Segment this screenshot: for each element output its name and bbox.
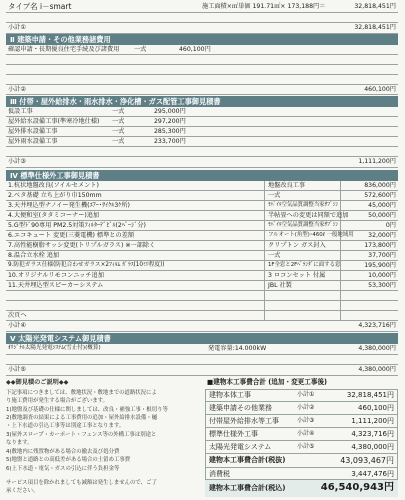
item-name: 11.天井埋込型スピーカーシステム xyxy=(8,282,104,289)
section-5-title: Ⅴ 太陽光発電システム御見積書 xyxy=(6,333,398,344)
notes-line: 承ください。 xyxy=(6,488,39,494)
next-page-label: 次頁へ xyxy=(8,312,27,319)
type-label: タイプ名 i－smart xyxy=(8,2,72,11)
notes-line: 6)上下水道・電気・ガスの引込に伴う負担金等 xyxy=(6,466,120,472)
summary-label: 付帯屋外給排水等工事 xyxy=(209,417,279,425)
summary-sub: 小計③ xyxy=(297,417,315,424)
item-amount: 32,000円 xyxy=(368,232,396,239)
item-qty: 一式 xyxy=(112,108,125,115)
section-3-title: Ⅲ 付帯・屋外給排水・雨水排水・浄化槽・ガス配管工事御見積書 xyxy=(6,96,398,107)
area-formula: 施工面積×㎡単価 191.71㎡× 173,188円＝ xyxy=(202,3,326,10)
item-amount: 572,600円 xyxy=(364,192,396,199)
summary-row xyxy=(205,389,398,402)
subtotal-5-row xyxy=(6,365,398,376)
summary-value: 32,818,451円 xyxy=(346,391,394,399)
summary-total-ex-value: 43,093,467円 xyxy=(340,456,394,465)
summary-tax-value: 3,447,476円 xyxy=(351,470,394,478)
section-3-blank xyxy=(6,147,398,157)
item-desc: 一式 xyxy=(268,252,281,259)
subtotal-1-value: 32,818,451円 xyxy=(354,24,396,31)
section-4-blank xyxy=(6,301,398,311)
summary-label: 標準仕様外工事 xyxy=(209,430,258,438)
item-qty: 一式 xyxy=(112,118,125,125)
section-3-item xyxy=(6,127,398,137)
subtotal-3-row xyxy=(6,157,398,168)
item-amount: 297,200円 xyxy=(154,118,186,125)
summary-value: 1,111,200円 xyxy=(351,417,394,425)
item-name: ｵﾘｼﾞﾅﾙ太陽光発電ｼｽﾃﾑ(雪止付)(概算) xyxy=(8,345,101,351)
item-qty: 一式 xyxy=(112,138,125,145)
summary-row xyxy=(205,402,398,415)
notes-line: 4)敷地内に残置物がある場合の撤去及び処分費 xyxy=(6,449,120,455)
item-amount: 460,100円 xyxy=(179,46,211,53)
item-amount: 37,700円 xyxy=(368,252,396,259)
summary-tax-label: 消費税 xyxy=(209,470,230,478)
item-amount: 295,000円 xyxy=(154,108,186,115)
item-amount: 53,300円 xyxy=(368,282,396,289)
summary-label: 建築申請その他業務 xyxy=(209,404,272,412)
summary-total-value: 46,540,943円 xyxy=(320,482,394,493)
item-name: 1.杭状地盤改良(ソイルセメント) xyxy=(8,182,99,189)
subtotal-3-label: 小計③ xyxy=(8,158,26,165)
summary-value: 4,323,716円 xyxy=(351,430,394,438)
section-5-item xyxy=(6,344,398,355)
item-name: 9.防犯ガラス仕様(防犯合わせガラス×2ﾌｨﾙﾑ ｶﾞﾗｽ(10ﾐﾘ程度)) xyxy=(8,262,165,268)
summary-value: 460,100円 xyxy=(358,404,394,412)
summary-label: 太陽光発電システム xyxy=(209,443,272,451)
section-3-item xyxy=(6,107,398,117)
header-blank-row xyxy=(6,13,398,23)
section-4-item xyxy=(6,231,398,241)
item-amount: 233,700円 xyxy=(154,138,186,145)
item-amount: 836,000円 xyxy=(364,182,396,189)
section-4-item xyxy=(6,181,398,191)
subtotal-3-value: 1,111,200円 xyxy=(358,158,396,165)
summary-total-label: 建物本工事費合計(税込) xyxy=(209,484,286,492)
subtotal-4-row xyxy=(6,321,398,332)
notes-line: り施工費用が発生する場合がございます。 xyxy=(6,398,108,404)
notes-line: 1)地盤及び基礎の仕様に関しましては、改良・補強工事・根切り等 xyxy=(6,407,168,413)
item-desc: 3 ロコンセット 付属 xyxy=(268,272,326,279)
summary-sub: 小計① xyxy=(297,391,315,398)
item-amount: 173,800円 xyxy=(364,242,396,249)
section-4-item xyxy=(6,271,398,281)
summary-row xyxy=(205,441,398,454)
section-4-item xyxy=(6,281,398,291)
notes-title: ◆◆御見積のご説明◆◆ xyxy=(6,379,69,386)
item-name: 2.ベタ基礎 立ち上がり巾150mm xyxy=(8,192,102,199)
notes-line: ・上下水道の引込工事等は別途工事となります。 xyxy=(6,423,125,429)
section-4-item xyxy=(6,191,398,201)
item-amount: 0円 xyxy=(385,222,396,229)
section-4-item xyxy=(6,251,398,261)
item-name: 屋外雨水設備工事 xyxy=(8,138,58,145)
summary-sub: 小計② xyxy=(297,404,315,411)
summary-row xyxy=(205,428,398,441)
summary-tax-row xyxy=(205,468,398,480)
subtotal-4-value: 4,323,716円 xyxy=(358,322,396,329)
subtotal-1-label: 小計① xyxy=(8,24,26,31)
item-desc: フルオート(角型)･460ℓ 一般地域用 xyxy=(268,232,354,238)
item-name: 仮設工事 xyxy=(8,108,33,115)
notes-line: 5)地盤と道路との高低差がある場合の土留め工事費 xyxy=(6,457,131,463)
summary-sub: 小計④ xyxy=(297,430,315,437)
item-amount: 4,380,000円 xyxy=(358,345,396,352)
item-name: 8.温合立水栓 追加 xyxy=(8,252,60,259)
area-total: 32,818,451円 xyxy=(354,3,396,10)
subtotal-4-label: 小計④ xyxy=(8,322,26,329)
summary-sub: 小計⑤ xyxy=(297,443,315,450)
notes-line: 下記事項につきましては、敷地状況・敷地までの道路状況によ xyxy=(6,390,157,396)
summary-title: ■建物本工事費合計 (追加・変更工事後) xyxy=(207,378,328,386)
summary-label: 建物本体工事 xyxy=(209,391,251,399)
section-4-title: Ⅳ 標準仕様外工事御見積書 xyxy=(6,170,398,181)
summary-total-row xyxy=(205,480,398,497)
item-qty: 一式 xyxy=(112,128,125,135)
item-amount: 10,000円 xyxy=(368,272,396,279)
section-2-title: Ⅱ 建築申請・その他業務諸費用 xyxy=(6,34,398,45)
subtotal-5-value: 4,380,000円 xyxy=(358,366,396,373)
section-3-item xyxy=(6,137,398,147)
item-amount: 285,300円 xyxy=(154,128,186,135)
section-2-blank-3 xyxy=(6,75,398,85)
section-4-item xyxy=(6,261,398,271)
section-3-item xyxy=(6,117,398,127)
notes-line: 3)屋外スロープ・カーポート・フェンス等の外構工事は別途と xyxy=(6,432,157,438)
section-4-item xyxy=(6,221,398,231)
item-desc: 地盤改良工事 xyxy=(268,182,306,189)
item-name: 屋外排水設備工事 xyxy=(8,128,58,135)
section-4-item xyxy=(6,211,398,221)
item-desc: 一式 xyxy=(268,192,281,199)
item-amount: 195,900円 xyxy=(364,262,396,269)
header-row xyxy=(6,1,398,13)
section-4-item xyxy=(6,201,398,211)
item-desc: JBL 社製 xyxy=(268,282,292,289)
item-name: 5.G型ﾄﾞ90専用 PM2.5対策ﾌｨﾙﾀｰﾃﾞﾋﾞﾙ(2ﾍﾟｰｼﾞ分) xyxy=(8,222,146,229)
section-4-blank xyxy=(6,291,398,301)
subtotal-2-row xyxy=(6,85,398,95)
item-amount: 45,000円 xyxy=(368,202,396,209)
item-name: 6.エコキュート 変更(三菱電機) 標準との差額 xyxy=(8,232,135,239)
subtotal-1-row xyxy=(6,23,398,34)
item-desc: 発電容量:14.000kW xyxy=(208,345,267,352)
subtotal-2-value: 460,100円 xyxy=(364,86,396,93)
item-qty: 一式 xyxy=(134,46,147,53)
item-name: 4.大便和室(タタミコーナー)追加 xyxy=(8,212,100,219)
section-4-next-row xyxy=(6,311,398,321)
section-2-blank-2 xyxy=(6,65,398,75)
notes-line: なります。 xyxy=(6,440,33,446)
item-name: 10.オリジナルリモコンニッチ追加 xyxy=(8,272,104,279)
summary-total-ex-row xyxy=(205,454,398,468)
item-name: 確認申請・長期優良住宅手続及び諸費用 xyxy=(8,46,120,53)
section-5-blank xyxy=(6,355,398,365)
summary-value: 4,380,000円 xyxy=(351,443,394,451)
item-desc: 半帖畳への変更は同額で追加 xyxy=(268,212,349,219)
summary-total-ex-label: 建物本工事費合計(税抜) xyxy=(209,456,286,464)
section-4-item xyxy=(6,241,398,251)
subtotal-5-label: 小計⑤ xyxy=(8,366,26,373)
item-desc: ﾓﾊﾞｲﾙ空気品質調整当家ｻﾌﾞｼﾝ xyxy=(268,222,339,228)
item-amount: 50,000円 xyxy=(368,212,396,219)
section-2-blank-1 xyxy=(6,55,398,65)
item-name: 3.天井埋込型ナノイー発生機(ｴｱｰ･ｻｲｸﾙ3ｹ所) xyxy=(8,202,130,209)
summary-row xyxy=(205,415,398,428)
item-desc: クリプトン ガス封入 xyxy=(268,242,326,249)
item-name: 7.高性能樹脂サッシ変更(トリプルガラス) ※一部除く xyxy=(8,242,156,249)
notes-line: サービス項目を除かれましても減額は発生しませんので、ご了 xyxy=(6,480,157,486)
item-name: 屋外給水設備工事(準寒冷地仕様) xyxy=(8,118,100,125)
notes-line: 2)敷地調査の結果による工事費用の追加・屋外給排水設備・樋 xyxy=(6,415,158,421)
subtotal-2-label: 小計② xyxy=(8,86,26,93)
item-desc: ﾓﾊﾞｲﾙ空気品質調整当家ｻﾌﾞｼﾝ xyxy=(268,202,339,208)
section-2-item xyxy=(6,45,398,55)
item-desc: 1F全窓と2Fﾍﾞﾗﾝﾀﾞに面する窓 xyxy=(268,262,341,268)
